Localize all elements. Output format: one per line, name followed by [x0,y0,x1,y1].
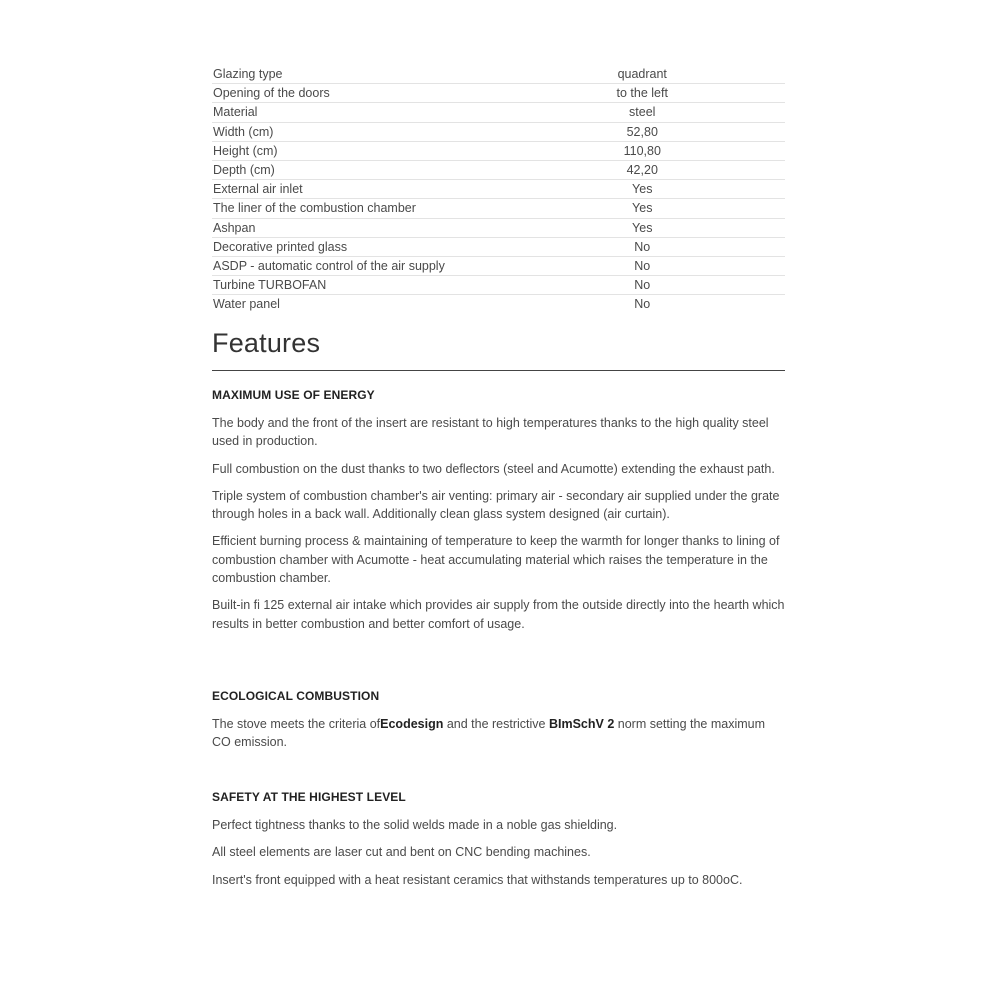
features-heading: Features [212,328,321,358]
spec-label: Decorative printed glass [212,237,542,256]
ecodesign-term: Ecodesign [380,717,444,731]
spec-value: 42,20 [542,160,742,179]
eco-text-part: and the restrictive [443,717,549,731]
safety-section [212,790,787,898]
row-spacer [742,180,785,199]
row-spacer [742,237,785,256]
eco-section [212,689,787,761]
row-spacer [742,141,785,160]
spec-label: Opening of the doors [212,84,542,103]
energy-paragraph: Built-in fi 125 external air intake which provides air supply from the outside directly into the hearth which results in better combustion and better comfort of usage. [212,598,785,631]
table-row [212,84,785,103]
row-spacer [742,199,785,218]
table-row [212,218,785,237]
spec-label: The liner of the combustion chamber [212,199,542,218]
spec-value: Yes [542,180,742,199]
row-spacer [742,160,785,179]
energy-paragraph: Triple system of combustion chamber's air venting: primary air - secondary air supplied under the grate through holes in a back wall. Additionally clean glass system designed (air curtain). [212,488,780,522]
energy-section-heading: MAXIMUM USE OF ENERGY [212,388,375,402]
table-row [212,295,785,314]
row-spacer [742,103,785,122]
spec-value: to the left [542,84,742,103]
eco-text-part: norm setting the maximum CO emission. [212,717,766,750]
safety-paragraph: All steel elements are laser cut and bent on CNC bending machines. [212,845,591,860]
spec-label: Material [212,103,542,122]
spec-value: Yes [542,218,742,237]
row-spacer [742,65,785,84]
features-divider [212,370,785,371]
spec-label: Width (cm) [212,122,542,141]
energy-paragraph: Efficient burning process & maintaining of temperature to keep the warmth for longer thanks to lining of combustion chamber with Acumotte - heat accumulating material which raises the temperature in the combustion chamber. [212,534,780,586]
table-row [212,65,785,84]
specification-table [212,65,785,313]
energy-paragraph: Full combustion on the dust thanks to two deflectors (steel and Acumotte) extending the exhaust path. [212,461,775,476]
spec-value: 52,80 [542,122,742,141]
row-spacer [742,295,785,314]
eco-paragraph [212,715,787,752]
spec-value: Yes [542,199,742,218]
spec-label: ASDP - automatic control of the air supply [212,256,542,275]
row-spacer [742,84,785,103]
row-spacer [742,256,785,275]
table-row [212,141,785,160]
row-spacer [742,276,785,295]
spec-label: Ashpan [212,218,542,237]
bimschv-term: BImSchV 2 [548,717,615,731]
energy-section [212,388,787,642]
table-row [212,122,785,141]
spec-label: Turbine TURBOFAN [212,276,542,295]
safety-paragraph: Perfect tightness thanks to the solid welds made in a noble gas shielding. [212,818,618,832]
eco-section-heading: ECOLOGICAL COMBUSTION [212,689,380,703]
spec-label: Depth (cm) [212,160,542,179]
spec-value: No [542,276,742,295]
spec-label: Glazing type [212,65,542,84]
table-row [212,237,785,256]
spec-value: No [634,297,651,312]
spec-value: No [542,237,742,256]
table-row [212,180,785,199]
safety-section-heading: SAFETY AT THE HIGHEST LEVEL [212,790,406,804]
spec-value: No [542,256,742,275]
table-row [212,276,785,295]
spec-label: Height (cm) [212,141,542,160]
spec-value: quadrant [542,65,742,84]
eco-text-part: The stove meets the criteria of [212,717,381,731]
table-row [212,160,785,179]
spec-value: 110,80 [542,141,742,160]
spec-value: steel [542,103,742,122]
spec-label: Water panel [213,297,280,312]
row-spacer [742,122,785,141]
table-row [212,256,785,275]
spec-label: External air inlet [212,180,542,199]
safety-paragraph: Insert's front equipped with a heat resistant ceramics that withstands temperatures up to 800oC. [212,872,743,887]
table-row [212,199,785,218]
energy-paragraph: The body and the front of the insert are resistant to high temperatures thanks to the high quality steel used in production. [212,416,769,449]
row-spacer [742,218,785,237]
table-row [212,103,785,122]
